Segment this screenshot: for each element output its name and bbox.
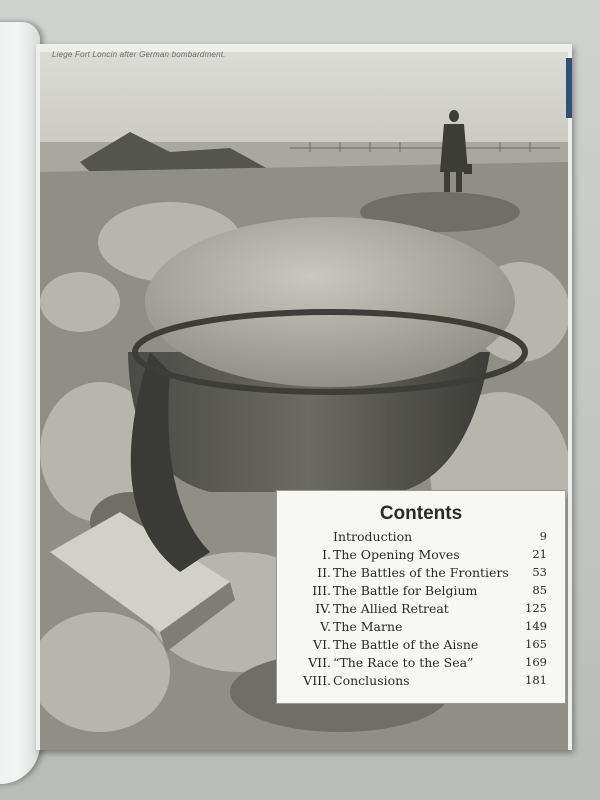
toc-page-number: 53 bbox=[532, 565, 547, 579]
toc-entry[interactable] bbox=[277, 619, 565, 637]
toc-entry[interactable] bbox=[277, 673, 565, 691]
toc-page-number: 165 bbox=[525, 637, 547, 651]
toc-entry[interactable] bbox=[277, 583, 565, 601]
toc-chapter-title: The Marne bbox=[333, 619, 403, 634]
toc-entry[interactable] bbox=[277, 529, 565, 547]
toc-chapter-title: Conclusions bbox=[333, 673, 410, 688]
toc-chapter-number: II. bbox=[317, 565, 331, 580]
toc-page-number: 21 bbox=[532, 547, 547, 561]
toc-page-number: 9 bbox=[539, 529, 547, 543]
toc-chapter-title: Introduction bbox=[333, 529, 413, 544]
toc-chapter-number: VI. bbox=[313, 637, 331, 652]
book-page bbox=[36, 44, 572, 750]
toc-chapter-title: The Allied Retreat bbox=[333, 601, 449, 616]
toc-entry[interactable] bbox=[277, 601, 565, 619]
toc-chapter-number: V. bbox=[320, 619, 331, 634]
book-spine-edge bbox=[566, 58, 572, 118]
toc-page-number: 181 bbox=[525, 673, 547, 687]
toc-chapter-number: I. bbox=[322, 547, 331, 562]
toc-chapter-title: The Opening Moves bbox=[333, 547, 460, 562]
toc-chapter-number: IV. bbox=[315, 601, 331, 616]
toc-page-number: 169 bbox=[525, 655, 547, 669]
toc-chapter-number: VII. bbox=[308, 655, 331, 670]
photo-caption: Liege Fort Loncin after German bombardment. bbox=[52, 50, 226, 59]
toc-chapter-number: VIII. bbox=[303, 673, 331, 688]
toc-chapter-number: III. bbox=[312, 583, 331, 598]
toc-chapter-title: The Battle for Belgium bbox=[333, 583, 478, 598]
toc-chapter-title: The Battles of the Frontiers bbox=[333, 565, 509, 580]
contents-title: Contents bbox=[379, 503, 463, 524]
toc-chapter-title: “The Race to the Sea” bbox=[333, 655, 474, 670]
toc-chapter-title: The Battle of the Aisne bbox=[333, 637, 479, 652]
table-of-contents bbox=[276, 490, 566, 704]
toc-list bbox=[277, 529, 565, 691]
toc-entry[interactable] bbox=[277, 655, 565, 673]
toc-entry[interactable] bbox=[277, 565, 565, 583]
toc-page-number: 85 bbox=[532, 583, 547, 597]
previous-page-edge bbox=[0, 22, 40, 784]
toc-page-number: 125 bbox=[525, 601, 547, 615]
toc-entry[interactable] bbox=[277, 637, 565, 655]
toc-entry[interactable] bbox=[277, 547, 565, 565]
toc-page-number: 149 bbox=[525, 619, 547, 633]
